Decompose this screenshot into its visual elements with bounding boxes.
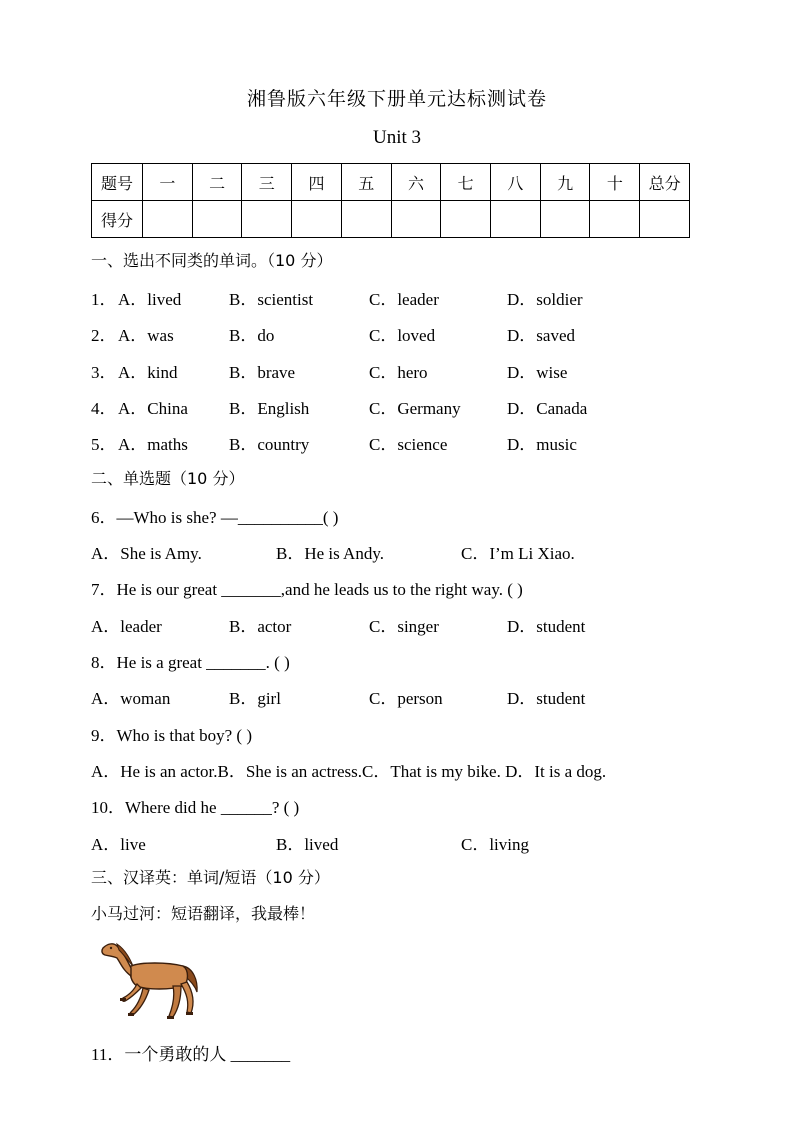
question-number: 5． (91, 435, 117, 454)
table-cell: 二 (192, 164, 242, 201)
option-a[interactable]: A．lived (118, 290, 182, 309)
question-number: 2． (91, 326, 117, 345)
option-b[interactable]: B．lived (276, 835, 339, 854)
option-a[interactable]: A．live (91, 835, 146, 854)
horse-illustration (97, 936, 205, 1022)
option-b[interactable]: B．girl (229, 689, 281, 708)
page-subtitle: Unit 3 (372, 127, 422, 148)
option-d[interactable]: D．student (507, 689, 586, 708)
section-heading: 一、选出不同类的单词。（10 分） (91, 251, 333, 270)
score-cell[interactable] (341, 201, 391, 238)
option-a[interactable]: A．kind (118, 363, 178, 382)
option-a[interactable]: A．She is Amy. (91, 544, 202, 563)
question-number: 3． (91, 363, 117, 382)
section-intro: 小马过河：短语翻译，我最棒！ (91, 904, 316, 923)
score-cell[interactable] (590, 201, 640, 238)
score-table (91, 163, 690, 238)
option-c[interactable]: C．hero (369, 363, 428, 382)
option-c[interactable]: C．I’m Li Xiao. (461, 544, 575, 563)
question-stem: 9．Who is that boy? ( ) (91, 726, 252, 745)
question-stem: 10．Where did he ______? ( ) (91, 798, 300, 817)
option-b[interactable]: B．brave (229, 363, 296, 382)
score-cell[interactable] (192, 201, 242, 238)
option-b[interactable]: B．country (229, 435, 310, 454)
score-cell[interactable] (441, 201, 491, 238)
score-cell[interactable] (292, 201, 342, 238)
table-cell: 三 (242, 164, 292, 201)
score-cell[interactable] (391, 201, 441, 238)
table-cell: 八 (491, 164, 541, 201)
table-cell: 题号 (92, 164, 143, 201)
option-d[interactable]: D．saved (507, 326, 575, 345)
score-cell[interactable] (242, 201, 292, 238)
question-9-options[interactable]: A．He is an actor.B．She is an actress.C．That is my bike. D．It is a dog. (91, 762, 607, 781)
option-b[interactable]: B．English (229, 399, 310, 418)
section-heading: 三、汉译英：单词/短语（10 分） (91, 868, 330, 887)
option-d[interactable]: D．music (507, 435, 577, 454)
option-d[interactable]: D．wise (507, 363, 568, 382)
table-cell: 五 (341, 164, 391, 201)
option-b[interactable]: B．actor (229, 617, 292, 636)
option-c[interactable]: C．singer (369, 617, 439, 636)
option-a[interactable]: A．woman (91, 689, 171, 708)
option-c[interactable]: C．Germany (369, 399, 461, 418)
score-cell[interactable] (143, 201, 193, 238)
option-d[interactable]: D．soldier (507, 290, 583, 309)
table-cell: 九 (540, 164, 590, 201)
option-a[interactable]: A．was (118, 326, 174, 345)
table-cell: 总分 (640, 164, 690, 201)
section-heading: 二、单选题（10 分） (91, 469, 245, 488)
option-a[interactable]: A．maths (118, 435, 188, 454)
question-stem: 8．He is a great _______. ( ) (91, 653, 290, 672)
option-d[interactable]: D．student (507, 617, 586, 636)
score-table-header-row (92, 164, 690, 201)
option-a[interactable]: A．China (118, 399, 188, 418)
score-table-score-row (92, 201, 690, 238)
option-b[interactable]: B．do (229, 326, 275, 345)
score-cell[interactable] (640, 201, 690, 238)
table-cell: 六 (391, 164, 441, 201)
question-number: 4． (91, 399, 117, 418)
question-number: 1． (91, 290, 117, 309)
table-cell: 十 (590, 164, 640, 201)
option-c[interactable]: C．science (369, 435, 448, 454)
question-stem: 11．一个勇敢的人 _______ (91, 1045, 291, 1064)
option-c[interactable]: C．leader (369, 290, 439, 309)
table-cell: 四 (292, 164, 342, 201)
table-cell: 得分 (92, 201, 143, 238)
option-c[interactable]: C．living (461, 835, 530, 854)
option-b[interactable]: B．He is Andy. (276, 544, 384, 563)
score-cell[interactable] (540, 201, 590, 238)
option-b[interactable]: B．scientist (229, 290, 314, 309)
table-cell: 一 (143, 164, 193, 201)
table-cell: 七 (441, 164, 491, 201)
question-stem: 7．He is our great _______,and he leads us to the right way. ( ) (91, 580, 523, 599)
option-a[interactable]: A．leader (91, 617, 162, 636)
option-c[interactable]: C．person (369, 689, 443, 708)
question-stem: 6．—Who is she? —__________( ) (91, 508, 339, 527)
page-title: 湘鲁版六年级下册单元达标测试卷 (246, 88, 547, 110)
score-cell[interactable] (491, 201, 541, 238)
option-c[interactable]: C．loved (369, 326, 436, 345)
option-d[interactable]: D．Canada (507, 399, 588, 418)
